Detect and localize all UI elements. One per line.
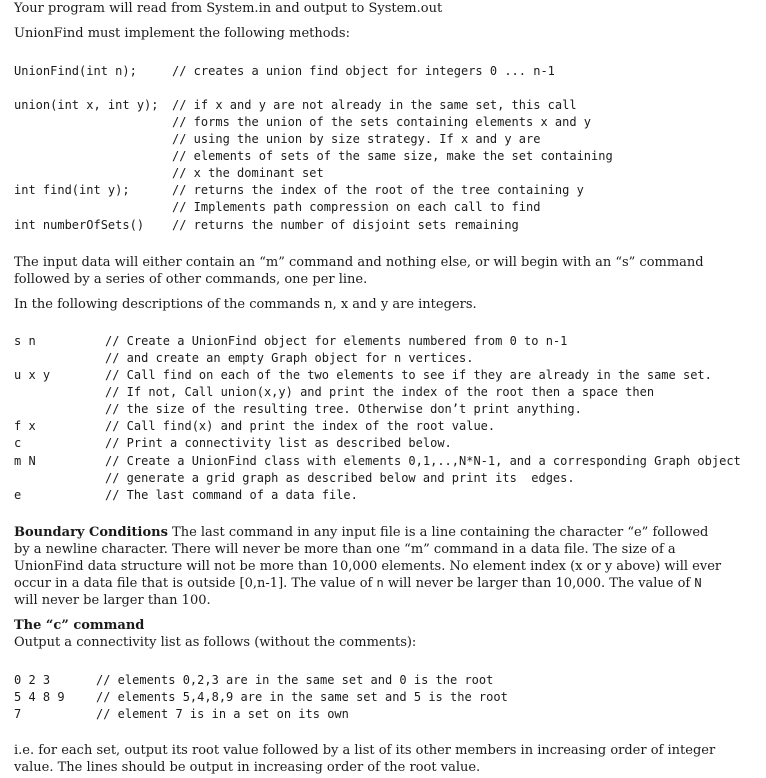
command-comment: // Create a UnionFind class with elements 0,1,..,N*N-1, and a corresponding Graph object [105, 454, 741, 468]
command-comment: // and create an empty Graph object for n vertices. [105, 351, 474, 365]
boundary-code-N: N [694, 576, 702, 590]
boundary-line-1 [14, 524, 709, 541]
example-comment: // elements 5,4,8,9 are in the same set and 5 is the root [96, 690, 508, 704]
method-comment: // x the dominant set [172, 166, 324, 180]
command-name: e [14, 488, 22, 502]
method-signature: int find(int y); [14, 183, 130, 197]
example-data: 0 2 3 [14, 673, 51, 687]
boundary-text: occur in a data file that is outside [0,n-1]. The value of [14, 576, 377, 591]
command-comment: // generate a grid graph as described below and print its edges. [105, 471, 575, 485]
command-name: u x y [14, 368, 51, 382]
example-data: 5 4 8 9 [14, 690, 65, 704]
closing-line: value. The lines should be output in increasing order of the root value. [14, 760, 481, 775]
method-comment: // elements of sets of the same size, make the set containing [172, 149, 613, 163]
boundary-text: The last command in any input file is a line containing the character “e” followed [172, 525, 709, 540]
boundary-line: by a newline character. There will never be more than one “m” command in a data file. The size of a [14, 542, 676, 557]
c-command-intro: Output a connectivity list as follows (without the comments): [14, 635, 417, 650]
method-signature: union(int x, int y); [14, 98, 159, 112]
method-comment: // forms the union of the sets containing elements x and y [172, 115, 592, 129]
boundary-heading: Boundary Conditions [14, 525, 168, 540]
command-comment: // The last command of a data file. [105, 488, 358, 502]
desc-para: In the following descriptions of the commands n, x and y are integers. [14, 297, 477, 312]
command-comment: // Create a UnionFind object for elements numbered from 0 to n-1 [105, 334, 568, 348]
boundary-line-4 [14, 575, 702, 592]
closing-line: i.e. for each set, output its root value followed by a list of its other members in increasing order of integer [14, 743, 716, 758]
command-comment: // the size of the resulting tree. Otherwise don’t print anything. [105, 402, 582, 416]
example-comment: // elements 0,2,3 are in the same set and 0 is the root [96, 673, 494, 687]
method-comment: // using the union by size strategy. If x and y are [172, 132, 541, 146]
command-comment: // Print a connectivity list as described below. [105, 436, 452, 450]
method-comment: // Implements path compression on each call to find [172, 200, 541, 214]
command-name: f x [14, 419, 36, 433]
command-name: c [14, 436, 22, 450]
command-name: s n [14, 334, 36, 348]
command-name: m N [14, 454, 36, 468]
command-comment: // Call find(x) and print the index of the root value. [105, 419, 496, 433]
example-data: 7 [14, 707, 22, 721]
method-comment: // returns the number of disjoint sets remaining [172, 218, 519, 232]
method-comment: // creates a union find object for integers 0 ... n-1 [172, 64, 555, 78]
method-signature: int numberOfSets() [14, 218, 145, 232]
boundary-code-n: n [376, 576, 384, 590]
method-comment: // if x and y are not already in the same set, this call [172, 98, 577, 112]
intro-line-2: UnionFind must implement the following methods: [14, 26, 350, 41]
method-comment: // returns the index of the root of the tree containing y [172, 183, 584, 197]
command-comment: // Call find on each of the two elements to see if they are already in the same set. [105, 368, 712, 382]
command-comment: // If not, Call union(x,y) and print the index of the root then a space then [105, 385, 655, 399]
boundary-line: will never be larger than 100. [14, 593, 211, 608]
method-signature: UnionFind(int n); [14, 64, 137, 78]
boundary-line: UnionFind data structure will not be more than 10,000 elements. No element index (x or y above) will ever [14, 559, 722, 574]
input-para-line: The input data will either contain an “m” command and nothing else, or will begin with an “s” command [14, 255, 704, 270]
input-para-line: followed by a series of other commands, one per line. [14, 272, 368, 287]
c-command-heading: The “c” command [14, 618, 145, 633]
boundary-text: will never be larger than 10,000. The value of [383, 576, 695, 591]
example-comment: // element 7 is in a set on its own [96, 707, 349, 721]
intro-line-1: Your program will read from System.in and output to System.out [14, 1, 443, 16]
